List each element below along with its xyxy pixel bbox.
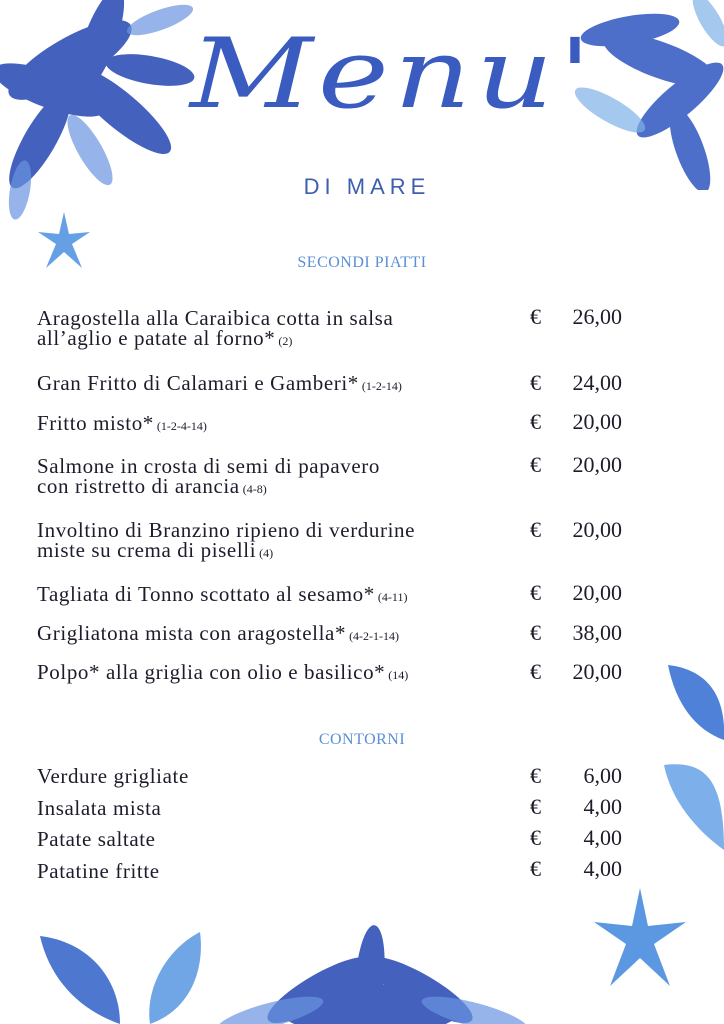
side-item: Verdure grigliate [37, 764, 189, 788]
menu-subtitle: DI MARE [303, 174, 431, 199]
price-value: 4,00 [583, 856, 622, 881]
currency-symbol: € [530, 452, 541, 477]
currency-symbol: € [530, 580, 541, 605]
allergens-label: (14) [388, 668, 409, 682]
allergens-label: (4) [259, 546, 274, 560]
menu-title-text: Menu' [190, 18, 597, 130]
side-item-price [530, 763, 622, 789]
currency-symbol: € [530, 659, 541, 684]
currency-symbol: € [530, 856, 541, 881]
menu-title [190, 18, 597, 148]
starfish-bottom-right-icon [592, 886, 688, 990]
menu-item-price [530, 659, 622, 685]
side-item-price [530, 825, 622, 851]
menu-item: Fritto misto* (1-2-4-14) [37, 411, 207, 435]
side-item-price [530, 794, 622, 820]
menu-item-price [530, 452, 622, 478]
price-value: 20,00 [572, 452, 622, 477]
menu-item: Tagliata di Tonno scottato al sesamo* (4-11) [37, 582, 408, 606]
price-value: 24,00 [572, 370, 622, 395]
flower-bottom-center-icon [210, 920, 530, 1024]
price-value: 20,00 [572, 580, 622, 605]
menu-item-price [530, 620, 622, 646]
price-value: 4,00 [583, 794, 622, 819]
menu-item-price [530, 370, 622, 396]
allergens-label: (4-8) [242, 482, 267, 496]
side-item-price [530, 856, 622, 882]
currency-symbol: € [530, 620, 541, 645]
menu-item-price [530, 409, 622, 435]
price-value: 20,00 [572, 517, 622, 542]
leaves-bottom-left-icon [30, 930, 210, 1024]
price-value: 4,00 [583, 825, 622, 850]
menu-item-price [530, 580, 622, 606]
side-item: Patatine fritte [37, 859, 160, 883]
side-item: Insalata mista [37, 796, 162, 820]
currency-symbol: € [530, 409, 541, 434]
menu-item: Salmone in crosta di semi di papavero con ristretto di arancia (4-8) [37, 454, 380, 498]
price-value: 26,00 [572, 304, 622, 329]
allergens-label: (4-2-1-14) [349, 629, 400, 643]
menu-item-line: all’aglio e patate al forno* (2) [37, 326, 293, 350]
section-title-contorni: CONTORNI [318, 731, 406, 748]
price-value: 20,00 [572, 659, 622, 684]
menu-item [37, 308, 497, 351]
allergens-label: (2) [278, 334, 293, 348]
side-item: Patate saltate [37, 827, 156, 851]
leaves-right-icon [656, 660, 724, 860]
allergens-label: (1-2-4-14) [156, 419, 207, 433]
menu-item: Gran Fritto di Calamari e Gamberi* (1-2-14) [37, 371, 402, 395]
currency-symbol: € [530, 304, 541, 329]
currency-symbol: € [530, 763, 541, 788]
price-value: 20,00 [572, 409, 622, 434]
menu-item-line: Aragostella alla Caraibica cotta in salsa [37, 306, 394, 330]
currency-symbol: € [530, 794, 541, 819]
currency-symbol: € [530, 517, 541, 542]
menu-item: Grigliatona mista con aragostella* (4-2-1-14) [37, 621, 400, 645]
currency-symbol: € [530, 825, 541, 850]
currency-symbol: € [530, 370, 541, 395]
menu-item: Involtino di Branzino ripieno di verdurine miste su crema di piselli (4) [37, 518, 416, 562]
allergens-label: (4-11) [377, 590, 408, 604]
price-value: 6,00 [583, 763, 622, 788]
price-value: 38,00 [572, 620, 622, 645]
menu-item-price [530, 517, 622, 543]
section-title-secondi: SECONDI PIATTI [297, 254, 427, 271]
menu-item-price [530, 304, 622, 330]
menu-item: Polpo* alla griglia con olio e basilico* (14) [37, 660, 409, 684]
allergens-label: (1-2-14) [361, 379, 402, 393]
